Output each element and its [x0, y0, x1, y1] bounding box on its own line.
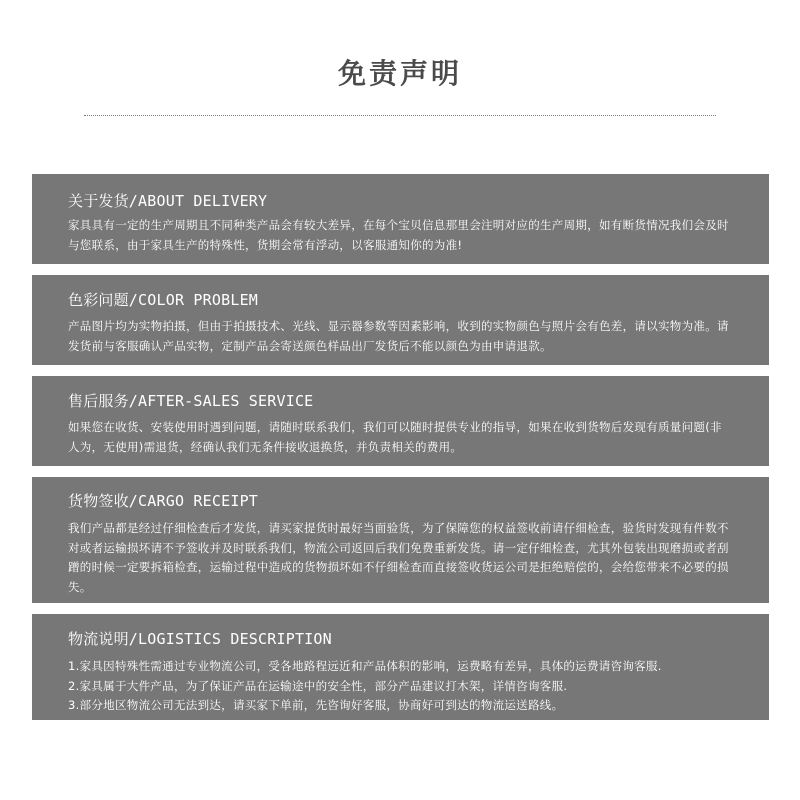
logistics-line-3: 3.部分地区物流公司无法到达，请买家下单前，先咨询好客服，协商好可到达的物流运送路线。: [68, 698, 564, 712]
section-text: 家具具有一定的生产周期且不同种类产品会有较大差异，在每个宝贝信息那里会注明对应的生产周期，如有断货情况我们会及时与您联系，由于家具生产的特殊性，货期会常有浮动，以客服通知你的为准!: [68, 218, 729, 252]
section-heading: 售后服务/AFTER-SALES SERVICE: [68, 392, 314, 410]
section-text: 产品图片均为实物拍摄，但由于拍摄技术、光线、显示器参数等因素影响，收到的实物颜色与照片会有色差，请以实物为准。请发货前与客服确认产品实物，定制产品会寄送颜色样品出厂发货后不能以颜色为由申请退款。: [68, 319, 729, 353]
title-divider: [84, 115, 716, 116]
section-color-problem: [32, 275, 769, 365]
section-text: 我们产品都是经过仔细检查后才发货，请买家提货时最好当面验货，为了保障您的权益签收前请仔细检查，验货时发现有件数不对或者运输损坏请不予签收并及时联系我们，物流公司返回后我们免费重新发货。请一定仔细检查，尤其外包装出现磨损或者刮蹭的时候一定要拆箱检查，运输过程中造成的货物损坏如不仔细检查而直接签收货运公司是拒绝赔偿的，会给您带来不必要的损失。: [68, 521, 729, 594]
section-after-sales-service: [32, 376, 769, 466]
section-heading: 物流说明/LOGISTICS DESCRIPTION: [68, 630, 332, 648]
section-text: 如果您在收货、安装使用时遇到问题，请随时联系我们，我们可以随时提供专业的指导，如果在收到货物后发现有质量问题(非人为，无使用)需退货，经确认我们无条件接收退换货，并负责相关的费用。: [68, 420, 722, 454]
section-heading: 关于发货/ABOUT DELIVERY: [68, 192, 268, 210]
page-title: 免责声明: [337, 57, 462, 90]
section-logistics-description: [32, 614, 769, 720]
section-cargo-receipt: [32, 477, 769, 603]
logistics-line-2: 2.家具属于大件产品，为了保证产品在运输途中的安全性，部分产品建议打木架，详情咨询客服.: [68, 678, 568, 693]
section-delivery: [32, 174, 769, 264]
section-heading: 色彩问题/COLOR PROBLEM: [68, 291, 259, 309]
logistics-line-1: 1.家具因特殊性需通过专业物流公司，受各地路程远近和产品体积的影响，运费略有差异，具体的运费请咨询客服.: [68, 659, 662, 673]
section-heading: 货物签收/CARGO RECEIPT: [68, 492, 259, 510]
